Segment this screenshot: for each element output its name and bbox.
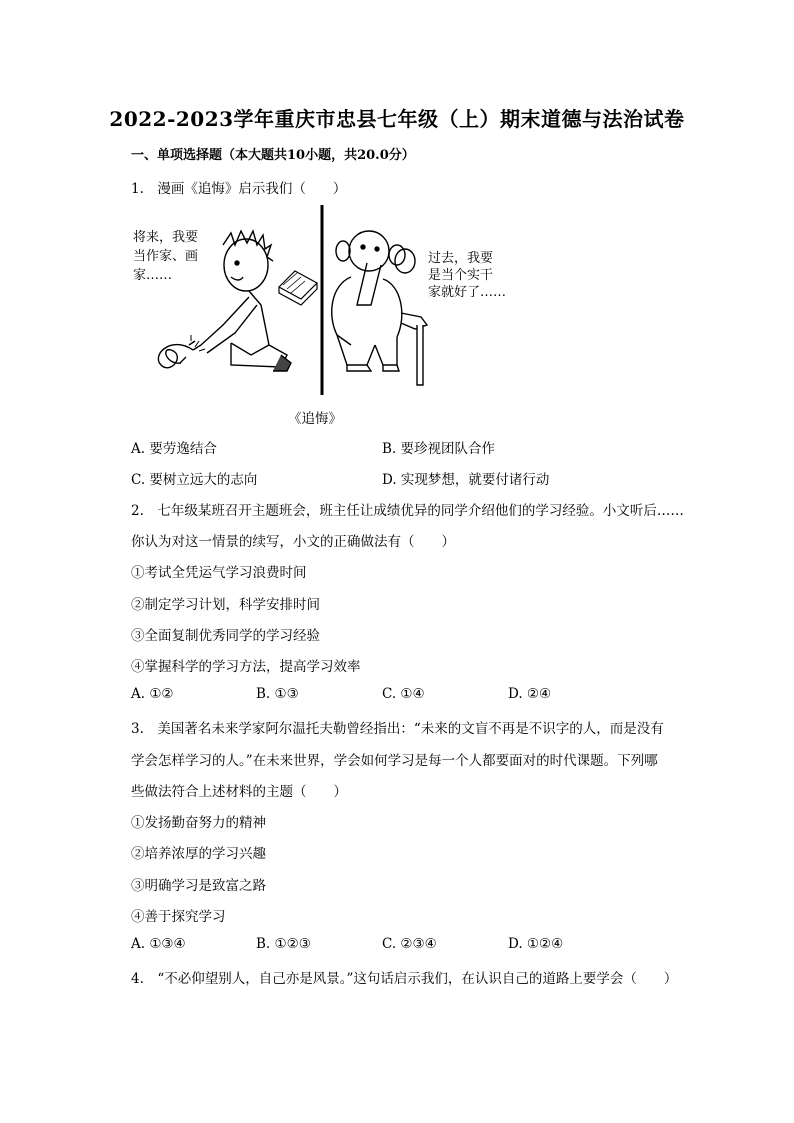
cartoon-regret xyxy=(131,205,531,405)
question-3-stem-line-1: 3. 美国著名未来学家阿尔温托夫勒曾经指出：“未来的文盲不再是不识字的人，而是没有 xyxy=(131,721,664,737)
q2-item-4: ④掌握科学的学习方法，提高学习效率 xyxy=(131,659,361,675)
cartoon-caption: 《追悔》 xyxy=(288,411,342,427)
q2-option-c: C. ①④ xyxy=(382,686,425,702)
right-bubble-line-1: 过去，我要 xyxy=(428,251,494,266)
question-3-stem-line-3: 些做法符合上述材料的主题（ ） xyxy=(131,784,347,800)
q2-item-3: ③全面复制优秀同学的学习经验 xyxy=(131,628,320,644)
page-title: 2022-2023学年重庆市忠县七年级（上）期末道德与法治试卷 xyxy=(109,107,685,131)
right-bubble-line-2: 是当个实干 xyxy=(428,268,494,283)
q3-option-d: D. ①②④ xyxy=(508,936,564,952)
section-heading: 一、单项选择题（本大题共10小题，共20.0分） xyxy=(131,148,415,163)
q3-option-b: B. ①②③ xyxy=(256,936,311,952)
q1-option-c: C. 要树立远大的志向 xyxy=(131,472,258,488)
q1-option-d: D. 实现梦想，就要付诸行动 xyxy=(382,472,550,488)
right-bubble-line-3: 家就好了…… xyxy=(428,285,507,300)
q2-option-a: A. ①② xyxy=(131,686,174,702)
book-drawing xyxy=(279,271,317,305)
question-1-stem: 1. 漫画《追悔》启示我们（ ） xyxy=(131,181,347,197)
q3-option-c: C. ②③④ xyxy=(382,936,437,952)
q2-option-d: D. ②④ xyxy=(508,686,552,702)
q1-option-a: A. 要劳逸结合 xyxy=(131,441,217,457)
q3-item-2: ②培养浓厚的学习兴趣 xyxy=(131,846,266,862)
left-bubble-line-3: 家…… xyxy=(133,268,173,283)
question-2-stem-line-1: 2. 七年级某班召开主题班会，班主任让成绩优异的同学介绍他们的学习经验。小文听后…… xyxy=(131,503,684,519)
q3-item-4: ④善于探究学习 xyxy=(131,909,226,925)
q3-item-3: ③明确学习是致富之路 xyxy=(131,878,266,894)
old-man-drawing xyxy=(332,231,427,385)
q2-item-1: ①考试全凭运气学习浪费时间 xyxy=(131,565,307,581)
left-bubble-line-1: 将来，我要 xyxy=(133,230,199,245)
left-bubble-line-2: 当作家、画 xyxy=(133,249,199,264)
q1-option-b: B. 要珍视团队合作 xyxy=(382,441,496,457)
question-2-stem-line-2: 你认为对这一情景的续写，小文的正确做法有（ ） xyxy=(131,534,455,550)
q2-item-2: ②制定学习计划，科学安排时间 xyxy=(131,597,320,613)
q3-option-a: A. ①③④ xyxy=(131,936,186,952)
question-4-stem: 4. “不必仰望别人，自己亦是风景。”这句话启示我们，在认识自己的道路上要学会（ ） xyxy=(131,971,678,987)
q2-option-b: B. ①③ xyxy=(256,686,299,702)
question-3-stem-line-2: 学会怎样学习的人。”在未来世界，学会如何学习是每一个人都要面对的时代课题。下列哪 xyxy=(131,753,658,769)
q3-item-1: ①发扬勤奋努力的精神 xyxy=(131,815,266,831)
